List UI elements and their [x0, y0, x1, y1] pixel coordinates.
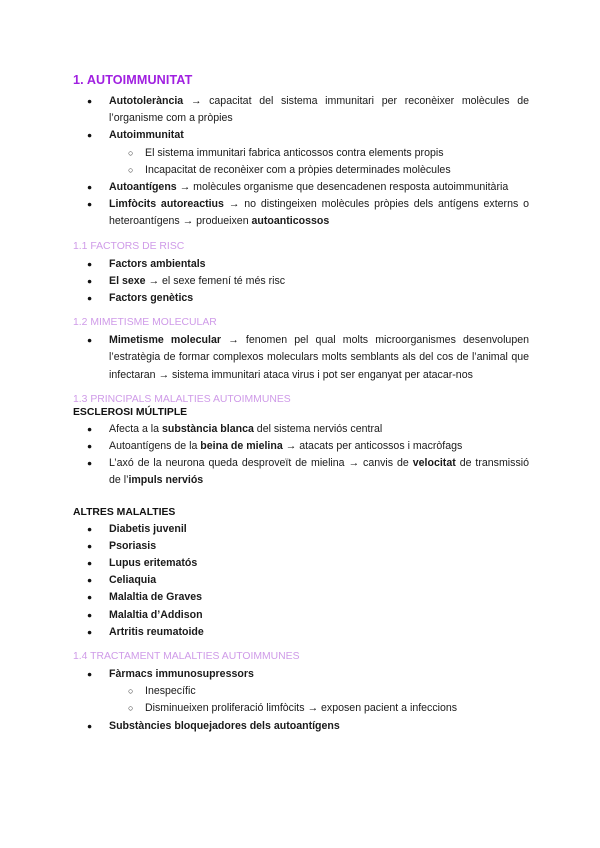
bullet-list	[73, 93, 529, 231]
list-item	[73, 666, 529, 683]
term: Factors genètics	[109, 292, 194, 305]
sub-list-item: ○ El sistema immunitari fabrica anticossos contra elements propis	[73, 145, 529, 162]
list-item	[73, 624, 529, 641]
list-item	[73, 196, 529, 230]
bullet-list	[73, 256, 529, 308]
term: Mimetisme molecular	[109, 334, 221, 347]
term: Fàrmacs immunosupressors	[109, 668, 254, 681]
bullet-list	[73, 666, 529, 735]
list-item	[73, 718, 529, 735]
list-item	[73, 421, 529, 438]
term: autoanticossos	[251, 215, 330, 228]
term: Autotolerància	[109, 95, 184, 107]
subsection-title: 1.2 MIMETISME MOLECULAR	[73, 317, 217, 329]
bullet-list	[73, 421, 529, 490]
list-item	[73, 589, 529, 606]
sub-list-item: ○ Incapacitat de reconèixer com a pròpies determinades molècules	[73, 162, 529, 179]
term: Autoantígens	[109, 181, 177, 194]
disease-name: Celiaquia	[109, 574, 157, 587]
sub-bullet-list	[73, 145, 529, 179]
section-tractament	[73, 651, 529, 735]
list-item	[73, 555, 529, 572]
list-item	[73, 93, 529, 127]
disease-name: Diabetis juvenil	[109, 522, 187, 535]
subsection-title: 1.3 PRINCIPALS MALALTIES AUTOIMMUNES	[73, 393, 291, 405]
term: Substàncies bloquejadores dels autoantígens	[109, 719, 340, 732]
bullet-list	[73, 521, 529, 641]
list-item	[73, 290, 529, 307]
term: impuls nerviós	[128, 474, 204, 487]
disease-name: Psoriasis	[109, 539, 157, 552]
text-run: del sistema nerviós central	[253, 422, 383, 435]
list-item	[73, 256, 529, 273]
definition: → no distingeixen molècules pròpies dels antígens externs o heteroantígens → produeixen	[109, 198, 529, 228]
disease-name: Malaltia d’Addison	[109, 608, 203, 621]
text-run: de transmissió de l’	[109, 457, 529, 487]
section-autoimmunitat	[73, 73, 529, 231]
term: velocitat	[412, 457, 456, 470]
subsection-title: 1.4 TRACTAMENT MALALTIES AUTOIMMUNES	[73, 651, 300, 663]
text-run: L’axó de la neurona queda desproveït de mielina → canvis de	[109, 457, 413, 470]
section-factors-de-risc	[73, 241, 529, 308]
definition: → el sexe femení té més risc	[145, 274, 286, 287]
sub-list-wrapper	[73, 145, 529, 179]
list-item	[73, 455, 529, 489]
section-principals-malalties	[73, 394, 529, 490]
disease-name: Malaltia de Graves	[109, 591, 203, 604]
document-content	[73, 73, 529, 735]
text-run: Autoantígens de la	[109, 440, 201, 453]
disease-heading: ESCLEROSI MÚLTIPLE	[73, 406, 188, 418]
bullet-list	[73, 332, 529, 384]
term: beina de mielina	[200, 440, 283, 453]
list-item	[73, 179, 529, 196]
term: Autoimmunitat	[109, 129, 184, 142]
term: Limfòcits autoreactius	[109, 198, 224, 211]
list-item	[73, 607, 529, 624]
definition: → molècules organisme que desencadenen resposta autoimmunitària	[176, 181, 509, 194]
list-item	[73, 332, 529, 384]
text-run: Afecta a la	[109, 422, 162, 435]
sub-list-item: ○ Disminueixen proliferació limfòcits → exposen pacient a infeccions	[73, 700, 529, 717]
disease-heading: ALTRES MALALTIES	[73, 506, 176, 518]
list-item	[73, 521, 529, 538]
term: El sexe	[109, 274, 146, 287]
term: Factors ambientals	[109, 257, 206, 270]
section-title: 1. AUTOIMMUNITAT	[73, 73, 193, 87]
definition: → capacitat del sistema immunitari per reconèixer molècules de l’organisme com a pròpies	[109, 95, 529, 125]
sub-list-wrapper	[73, 683, 529, 717]
definition: → fenomen pel qual molts microorganismes desenvolupen l’estratègia de formar complexos moleculars molts semblants als del cos de l’animal que infectaran → sistema immunitari ataca virus i pot ser enganyat per atacar-nos	[109, 334, 529, 381]
list-item	[73, 127, 529, 144]
list-item	[73, 572, 529, 589]
sub-list-item: ○ Inespecífic	[73, 683, 529, 700]
subsection-title: 1.1 FACTORS DE RISC	[73, 240, 185, 252]
sub-bullet-list	[73, 683, 529, 717]
list-item	[73, 438, 529, 455]
list-item	[73, 273, 529, 290]
section-mimetisme-molecular	[73, 317, 529, 384]
section-altres-malalties	[73, 507, 529, 641]
term: substància blanca	[162, 422, 254, 435]
text-run: → atacats per anticossos i macròfags	[282, 440, 463, 453]
list-item	[73, 538, 529, 555]
disease-name: Lupus eritematós	[109, 557, 198, 570]
disease-name: Artritis reumatoide	[109, 625, 204, 638]
